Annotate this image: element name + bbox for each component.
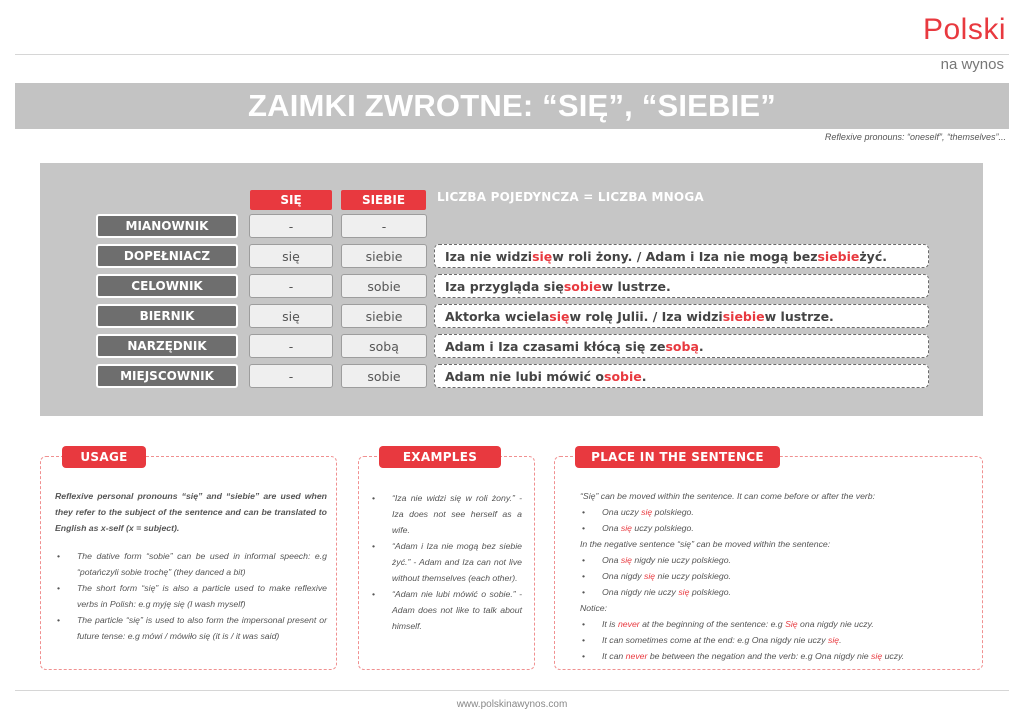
place-intro: “Się” can be moved within the sentence. It can come before or after the verb: [580,491,876,501]
place-list-2 [580,552,975,600]
highlight-word: się [678,587,690,597]
example-sentence [434,274,929,298]
logo-subtitle: na wynos [940,56,1004,73]
usage-item: • The short form “się” is also a particle used to make reflexive verbs in Polish: e.g myję się (I wash myself) [55,580,327,612]
usage-item: • The dative form “sobie” can be used in informal speech: e.g “potańczyli sobie trochę” (they danced a bit) [55,548,327,580]
case-label: CELOWNIK [96,274,238,298]
highlight-word: się [644,571,656,581]
highlight-word: never [617,619,640,629]
case-label: MIEJSCOWNIK [96,364,238,388]
text-segment: . [698,338,704,354]
example-item: • “Iza nie widzi się w roli żony.” - Iza does not see herself as a wife. [370,490,522,538]
place-item [580,520,975,536]
highlight-word: się [620,523,632,533]
column-note: LICZBA POJEDYNCZA = LICZBA MNOGA [437,190,704,204]
cell-siebie: sobie [341,274,427,298]
text-segment: nie uczy polskiego. [655,571,731,581]
text-segment: uczy. [882,651,905,661]
text-segment: Adam nie lubi mówić o [445,368,605,384]
example-item: • “Adam i Iza nie mogą bez siebie żyć.” - Adam and Iza can not live without themselves (each other). [370,538,522,586]
header-divider [15,54,1009,55]
highlight-word: się [641,507,653,517]
text-segment: Iza nie widzi [445,248,533,264]
place-content [580,488,975,664]
cell-sie: się [249,304,333,328]
text-segment: w lustrze. [601,278,671,294]
place-item [580,552,975,568]
text-segment: polskiego. [652,507,694,517]
text-segment: Ona nigdy nie uczy [602,587,679,597]
place-item [580,568,975,584]
highlight-word: się [871,651,883,661]
cell-siebie: - [341,214,427,238]
highlight-word: się [532,248,553,264]
text-segment: żyć. [859,248,887,264]
cell-sie: - [249,364,333,388]
text-segment: polskiego. [689,587,731,597]
text-segment: Ona [602,523,621,533]
text-segment: ona nigdy nie uczy. [797,619,874,629]
text-segment: be between the negation and the verb: e.g Ona nigdy nie [647,651,872,661]
place-item [580,632,975,648]
column-header-siebie: SIEBIE [341,190,426,210]
examples-label: EXAMPLES [379,446,501,468]
text-segment: w lustrze. [764,308,834,324]
highlight-word: się [620,555,632,565]
text-segment: Iza przygląda się [445,278,564,294]
cell-siebie: siebie [341,304,427,328]
usage-list [55,548,327,644]
usage-lead: Reflexive personal pronouns “się” and “siebie” are used when they refer to the subject of the sentence and can be translated to English as x-self (x = subject). [55,491,327,533]
case-label: NARZĘDNIK [96,334,238,358]
text-segment: It can [602,651,626,661]
text-segment: . [641,368,647,384]
footer-url: www.polskinawynos.com [456,699,568,710]
example-item: • “Adam nie lubi mówić o sobie.” - Adam does not like to talk about himself. [370,586,522,634]
example-sentence [434,364,929,388]
column-header-sie: SIĘ [250,190,332,210]
cell-sie: się [249,244,333,268]
highlight-word: Się [785,619,798,629]
place-list-3 [580,616,975,664]
text-segment: w roli żony. / Adam i Iza nie mogą bez [552,248,818,264]
usage-label: USAGE [62,446,146,468]
text-segment: Adam i Iza czasami kłócą się ze [445,338,666,354]
place-item [580,584,975,600]
place-intro-2: In the negative sentence “się” can be moved within the sentence: [580,539,831,549]
text-segment: at the beginning of the sentence: e.g [639,619,786,629]
place-notice: Notice: [580,603,608,613]
cell-sie: - [249,214,333,238]
text-segment: Ona nigdy [602,571,645,581]
highlight-word: sobą [665,338,699,354]
case-label: BIERNIK [96,304,238,328]
text-segment: It can sometimes come at the end: e.g Ona nigdy nie uczy [602,635,828,645]
text-segment: uczy polskiego. [631,523,694,533]
place-list-1 [580,504,975,536]
highlight-word: się [828,635,840,645]
text-segment: Ona uczy [602,507,642,517]
example-sentence [434,334,929,358]
case-label: DOPEŁNIACZ [96,244,238,268]
cell-siebie: sobie [341,364,427,388]
text-segment: nigdy nie uczy polskiego. [631,555,731,565]
declension-panel [40,163,983,416]
text-segment: Aktorka wciela [445,308,550,324]
highlight-word: never [625,651,648,661]
highlight-word: sobie [604,368,642,384]
cell-sie: - [249,334,333,358]
place-item [580,616,975,632]
examples-list [370,490,522,634]
footer-divider [15,690,1009,691]
place-label: PLACE IN THE SENTENCE [575,446,780,468]
logo [923,14,1006,73]
page-title: ZAIMKI ZWROTNE: “SIĘ”, “SIEBIE” [247,88,777,123]
logo-title: Polski [922,13,1006,46]
place-item [580,504,975,520]
cell-siebie: sobą [341,334,427,358]
cell-siebie: siebie [341,244,427,268]
cell-sie: - [249,274,333,298]
highlight-word: sobie [563,278,602,294]
example-sentence [434,304,929,328]
text-segment: w rolę Julii. / Iza widzi [569,308,723,324]
place-item [580,648,975,664]
example-sentence [434,244,929,268]
highlight-word: siebie [722,308,765,324]
title-band [15,83,1009,129]
text-segment: It is [602,619,618,629]
text-segment: Ona [602,555,621,565]
page-subtitle: Reflexive pronouns: “oneself”, “themselves”... [824,132,1006,142]
usage-item: • The particle “się” is used to also form the impersonal present or future tense: e.g mówi / mówiło się (it is / it was said) [55,612,327,644]
case-label: MIANOWNIK [96,214,238,238]
text-segment: . [839,635,842,645]
highlight-word: siebie [817,248,860,264]
highlight-word: się [549,308,570,324]
